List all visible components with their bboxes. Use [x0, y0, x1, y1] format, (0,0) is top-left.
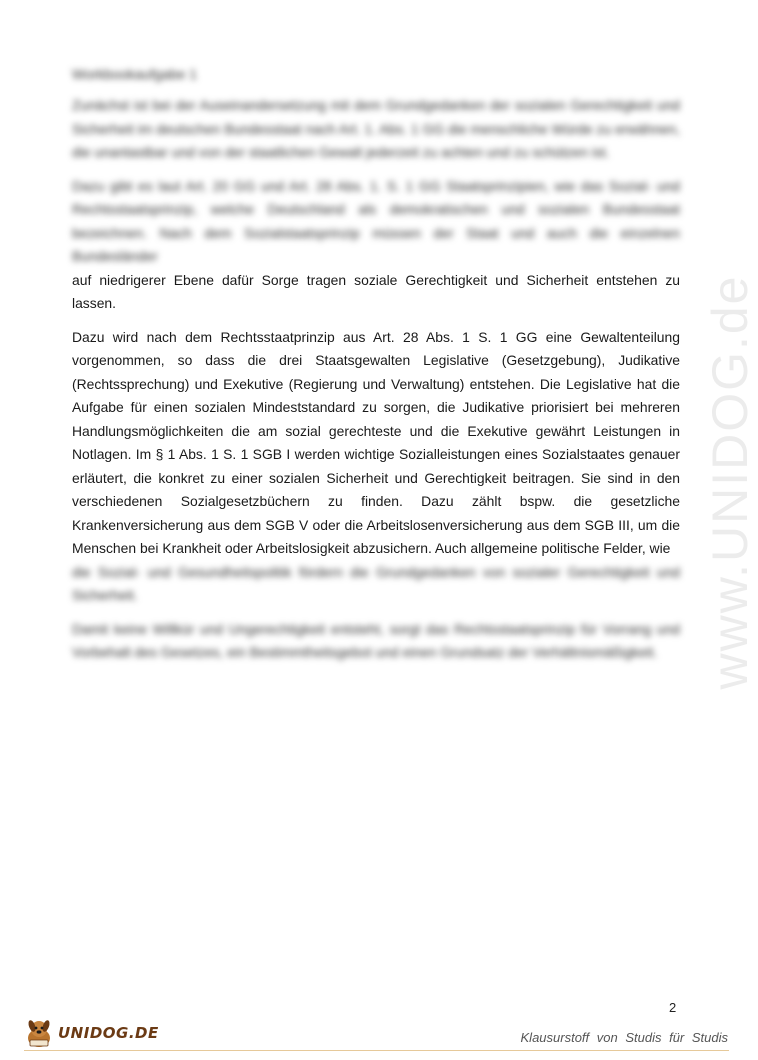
dog-mascot-icon	[22, 1016, 56, 1050]
page-number: 2	[669, 1000, 677, 1015]
logo-text: UNIDOG.DE	[58, 1024, 159, 1042]
document-heading: Workbookaufgabe 1	[72, 66, 198, 82]
paragraph-2	[72, 175, 680, 316]
footer-divider	[24, 1050, 729, 1051]
paragraph-4: Damit keine Willkür und Ungerechtigkeit entsteht, sorgt das Rechtsstaatsprinzip für Vorrang und Vorbehalt des Gesetzes, ein Bestimmtheitsgebot und einen Grundsatz der Verhältnismäßigkeit.	[72, 620, 680, 660]
paragraph-2-clear: auf niedrigerer Ebene dafür Sorge tragen soziale Gerechtigkeit und Sicherheit entstehen zu lassen.	[72, 271, 680, 311]
paragraph-3-blurred: die Sozial- und Gesundheitspolitik fördern die Grundgedanken von sozialer Gerechtigkeit und Sicherheit.	[72, 563, 680, 603]
footer-slogan: Klausurstoff von Studis für Studis	[520, 1030, 728, 1045]
footer-logo	[22, 1016, 159, 1050]
paragraph-3	[72, 326, 680, 608]
paragraph-1: Zunächst ist bei der Auseinandersetzung mit dem Grundgedanken der sozialen Gerechtigkeit und Sicherheit im deutschen Bundesstaat nach Art. 1. Abs. 1 GG die menschliche Würde zu erwähnen, die unantastbar und von der staatlichen Gewalt jederzeit zu achten und zu schützen ist.	[72, 97, 680, 160]
paragraph-3-clear: Dazu wird nach dem Rechtsstaatprinzip aus Art. 28 Abs. 1 S. 1 GG eine Gewaltenteilung vorgenommen, so dass die drei Staatsgewalten Legislative (Gesetzgebung), Judikative (Rechtssprechung) und Exekutive (Regierung und Verwaltung) entstehen. Die Legislative hat die Aufgabe für einen sozialen Mindeststandard zu sorgen, die Judikative priorisiert bei mehreren Handlungsmöglichkeiten die am sozial gerechteste und die Exekutive gewährt Leistungen in Notlagen. Im § 1 Abs. 1 S. 1 SGB I werden wichtige Sozialleistungen eines Sozialstaates genauer erläutert, die konkret zu einer sozialen Sicherheit und Gerechtigkeit beitragen. Sie sind in den verschiedenen Sozialgesetzbüchern zu finden. Dazu zählt bspw. die gesetzliche Krankenversicherung aus dem SGB V oder die Arbeitslosenversicherung aus dem SGB III, um die Menschen bei Krankheit oder Arbeitslosigkeit abzusichern. Auch allgemeine politische Felder, wie	[72, 328, 680, 556]
paragraph-2-blurred: Dazu gibt es laut Art. 20 GG und Art. 28 Abs. 1. S. 1 GG Staatsprinzipien, wie das Sozial- und Rechtsstaatsprinzip, welche Deutschland als demokratischen und sozialen Bundesstaat bezeichnen. Nach dem Sozialstaatsprinzip müssen der Staat und auch die einzelnen Bundesländer	[72, 177, 680, 264]
document-body	[72, 66, 680, 675]
watermark: www.UNIDOG.de	[702, 274, 758, 690]
